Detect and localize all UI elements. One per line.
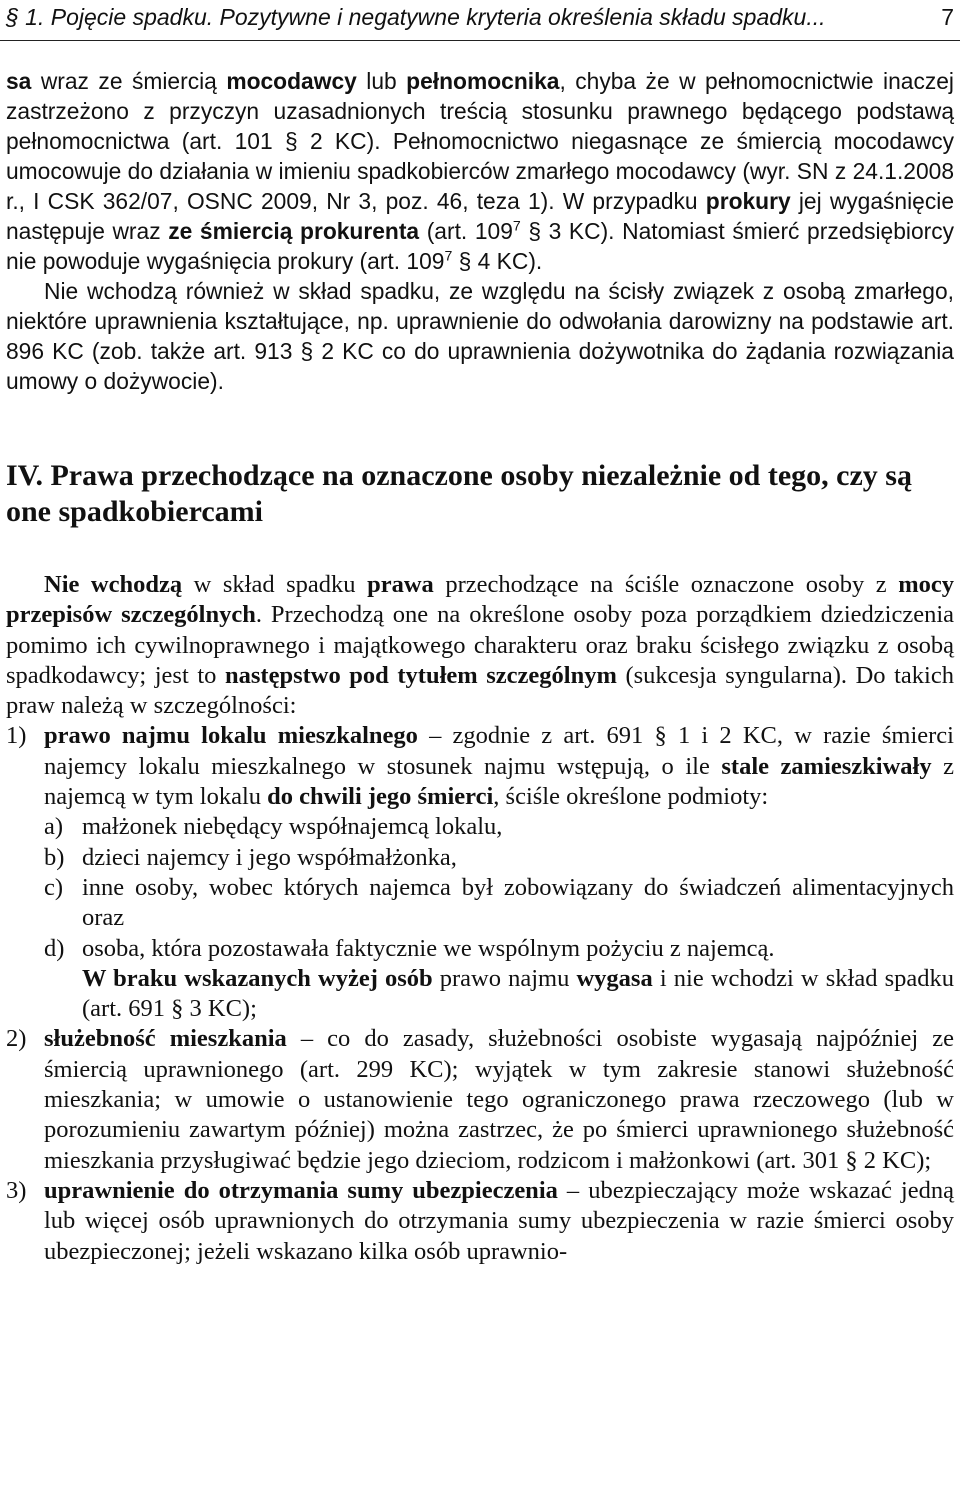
section-body bbox=[6, 570, 954, 1267]
text-run: prawo najmu bbox=[432, 964, 577, 992]
list-item-note bbox=[6, 964, 954, 1025]
text-run: jej wygaśnięcie następuje wraz bbox=[6, 188, 954, 244]
paragraph-intro bbox=[6, 570, 954, 721]
bold-text: pełnomocnika bbox=[406, 68, 560, 94]
sub-letter: b) bbox=[44, 843, 65, 871]
text-run: i nie wchodzi w skład spadku (art. 691 § 3 KC); bbox=[82, 964, 954, 1023]
bold-text: prawo najmu lokalu mieszkalnego bbox=[44, 722, 418, 750]
text-run: w skład spadku bbox=[182, 571, 368, 598]
bold-text: do chwili jego śmierci bbox=[267, 783, 494, 811]
superscript: 7 bbox=[512, 217, 521, 234]
text-run: – zgodnie z art. 691 § 1 i 2 KC, w razie śmierci najemcy lokalu mieszkalnego w stosunek najmu wstępują, o ile bbox=[44, 722, 954, 780]
bold-text: mocy przepisów szczególnych bbox=[6, 571, 954, 629]
list-item-text bbox=[44, 1176, 954, 1267]
bold-text: następstwo pod tytułem szczególnym bbox=[225, 661, 617, 689]
bold-text: W braku wskazanych wyżej osób bbox=[82, 964, 433, 992]
page-number: 7 bbox=[941, 4, 954, 30]
list-number: 2) bbox=[6, 1025, 27, 1053]
sub-item-a bbox=[6, 812, 954, 842]
text-run: – ubezpieczający może wskazać jedną lub więcej osób uprawnionych do otrzymania sumy ubezpieczenia w razie śmierci osoby ubezpieczonej; jeżeli wskazano kilka osób uprawnio- bbox=[44, 1176, 954, 1265]
text-run: § 3 KC). Natomiast śmierć przedsiębiorcy nie powoduje wygaśnięcia prokury (art. 109 bbox=[6, 218, 955, 274]
bold-text: Nie wchodzą bbox=[44, 571, 183, 598]
text-run: , ściśle określone podmioty: bbox=[493, 783, 769, 811]
bold-text: służebność mieszkania bbox=[44, 1025, 287, 1053]
superscript: 7 bbox=[444, 247, 453, 264]
sub-item-text: osoba, która pozostawała faktycznie we wspólnym pożyciu z najemcą. bbox=[82, 934, 775, 962]
text-run: lub bbox=[356, 68, 407, 94]
list-number: 3) bbox=[6, 1176, 27, 1204]
bold-text: stale zamieszkiwały bbox=[721, 752, 932, 780]
sub-item-d bbox=[6, 934, 954, 964]
header-title: § 1. Pojęcie spadku. Pozytywne i negatywne kryteria określenia składu spadku... bbox=[6, 4, 826, 30]
bold-text: ze śmiercią prokurenta bbox=[168, 218, 420, 244]
bold-text: prawa bbox=[367, 571, 434, 598]
text-run: . Przechodzą one na określone osoby poza porządkiem dziedziczenia pomimo ich cywilnoprawnego i majątkowego charakteru oraz braku ścisłego związku z osobą spadkodawcy; jest to bbox=[6, 601, 955, 689]
bold-text: sa bbox=[6, 68, 32, 94]
text-run: przechodzące na ściśle oznaczone osoby z bbox=[433, 571, 899, 598]
sub-item-text: małżonek niebędący współnajemcą lokalu, bbox=[82, 813, 503, 841]
list-item-3 bbox=[6, 1176, 954, 1267]
list-item-1 bbox=[6, 721, 954, 812]
paragraph-continuation bbox=[6, 66, 954, 276]
list-item-text bbox=[44, 1024, 954, 1175]
section-heading: IV. Prawa przechodzące na oznaczone osoby niezależnie od tego, czy są one spadkobiercami bbox=[6, 459, 912, 528]
text-run: – co do zasady, służebności osobiste wygasają najpóźniej ze śmiercią uprawnionego (art. 299 KC); wyjątek w tym zakresie stanowi służebność mieszkania; w umowie o ustanowienie tego ograniczonego prawa rzeczowego (lub w porozumieniu zawartym później) można zastrzec, że po śmierci uprawnionego służebność mieszkania przysługiwać będzie jego dzieciom, rodzicom i małżonkowi (art. 301 § 2 KC); bbox=[44, 1025, 954, 1174]
running-header bbox=[0, 0, 960, 41]
text-run: wraz ze śmiercią bbox=[31, 68, 227, 94]
text-run: (sukcesja syngularna). Do takich praw należą w szczególności: bbox=[6, 661, 954, 720]
list-item-2 bbox=[6, 1024, 954, 1175]
bold-text: mocodawcy bbox=[226, 68, 357, 94]
sub-item-b bbox=[6, 843, 954, 873]
text-run: , chyba że w pełnomocnictwie inaczej zastrzeżono z przyczyn uzasadnionych treścią stosunku prawnego będącego podstawą pełnomocnictwa (art. 101 § 2 KC). Pełnomocnictwo niegasnące ze śmiercią mocodawcy umocowuje do działania w imieniu spadkobierców zmarłego mocodawcy (wyr. SN z 24.1.2008 r., I CSK 362/07, OSNC 2009, Nr 3, poz. 46, teza 1). W przypadku bbox=[6, 68, 954, 214]
sub-item-text: dzieci najemcy i jego współmałżonka, bbox=[82, 843, 457, 871]
list-number: 1) bbox=[6, 722, 27, 750]
sub-letter: a) bbox=[44, 813, 64, 841]
sub-letter: c) bbox=[44, 873, 64, 901]
text-run: § 4 KC). bbox=[452, 248, 543, 274]
sub-item-c bbox=[6, 873, 954, 934]
sub-item-text: inne osoby, wobec których najemca był zobowiązany do świadczeń alimentacyjnych oraz bbox=[82, 873, 954, 932]
sub-letter: d) bbox=[44, 934, 65, 962]
bold-text: uprawnienie do otrzymania sumy ubezpieczenia bbox=[44, 1176, 558, 1204]
bold-text: prokury bbox=[705, 188, 791, 214]
bold-text: wygasa bbox=[576, 964, 653, 992]
paragraph-uprawnienia: Nie wchodzą również w skład spadku, ze względu na ścisły związek z osobą zmarłego, niektóre uprawnienia kształtujące, np. uprawnienie do odwołania darowizny na podstawie art. 896 KC (zob. także art. 913 § 2 KC co do uprawnienia dożywotnika do żądania rozwiązania umowy o dożywocie). bbox=[6, 278, 954, 394]
page-body bbox=[6, 66, 954, 1267]
text-run: (art. 109 bbox=[419, 218, 513, 244]
list-item-text bbox=[44, 721, 954, 812]
text-run: z najemcą w tym lokalu bbox=[44, 752, 955, 811]
